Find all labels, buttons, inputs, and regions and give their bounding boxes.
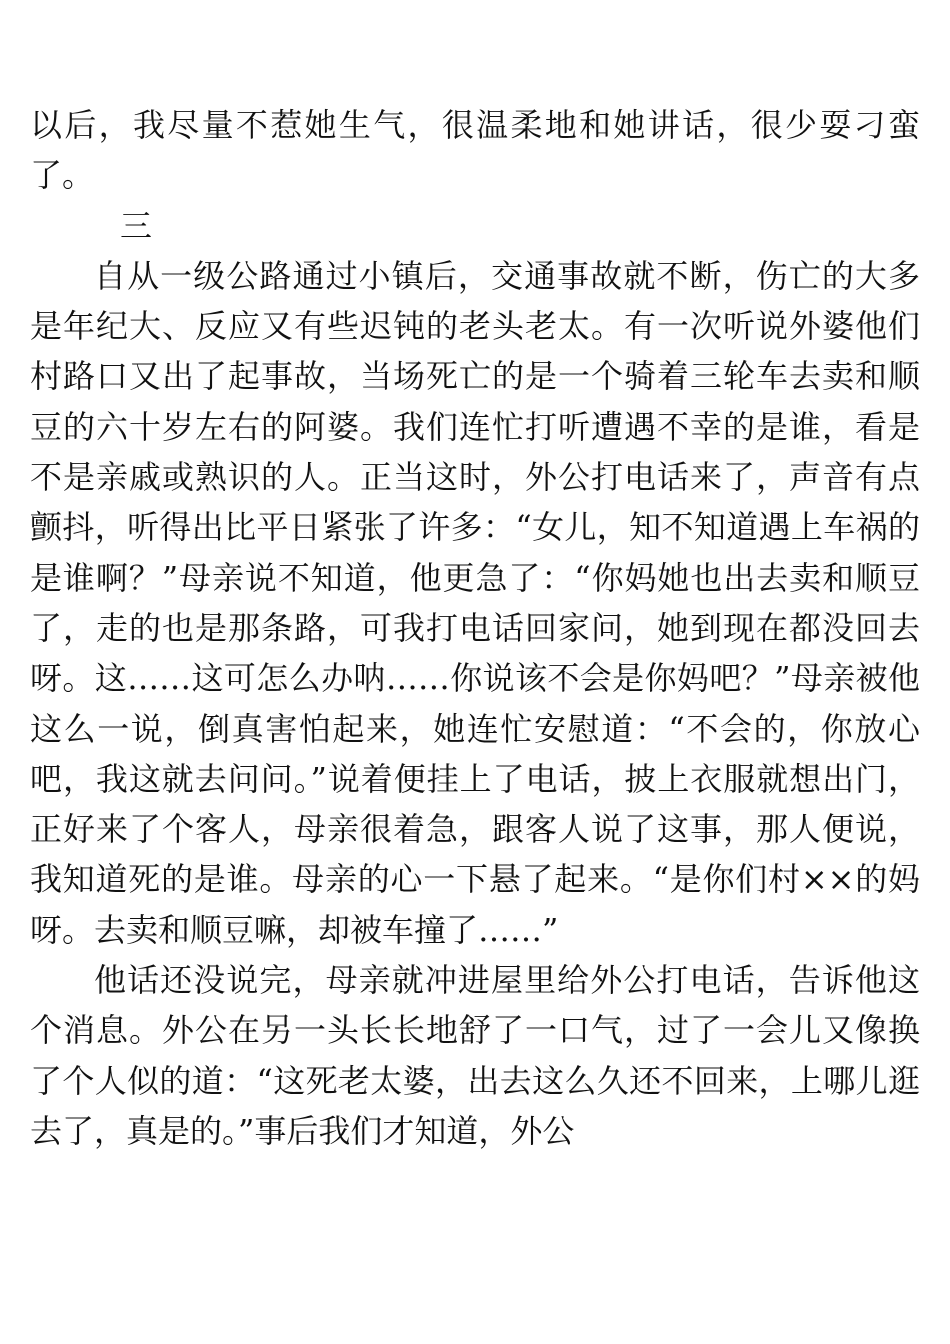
paragraph-continuation: 以后，我尽量不惹她生气，很温柔地和她讲话，很少耍刁蛮了。 [30,106,920,195]
paragraph-phone-call: 他话还没说完，母亲就冲进屋里给外公打电话，告诉他这个消息。外公在另一头长长地舒了一口气，过了一会儿又像换了个人似的道：“这死老太婆，出去这么久还不回来，上哪儿逛去了，真是的。”事后我们才知道，外公 [30,961,920,1150]
document-page [30,100,920,1156]
paragraph-accident-story: 自从一级公路通过小镇后，交通事故就不断，伤亡的大多是年纪大、反应又有些迟钝的老头老太。有一次听说外婆他们村路口又出了起事故，当场死亡的是一个骑着三轮车去卖和顺豆的六十岁左右的阿婆。我们连忙打听遭遇不幸的是谁，看是不是亲戚或熟识的人。正当这时，外公打电话来了，声音有点颤抖，听得出比平日紧张了许多：“女儿，知不知道遇上车祸的是谁啊？”母亲说不知道，他更急了：“你妈她也出去卖和顺豆了，走的也是那条路，可我打电话回家问，她到现在都没回去呀。这……这可怎么办呐……你说该不会是你妈吧？”母亲被他这么一说，倒真害怕起来，她连忙安慰道：“不会的，你放心吧，我这就去问问。”说着便挂上了电话，披上衣服就想出门，正好来了个客人，母亲很着急，跟客人说了这事，那人便说，我知道死的是谁。母亲的心一下悬了起来。“是你们村××的妈呀。去卖和顺豆嘛，却被车撞了……” [30,256,920,949]
section-heading: 三 [120,206,153,245]
